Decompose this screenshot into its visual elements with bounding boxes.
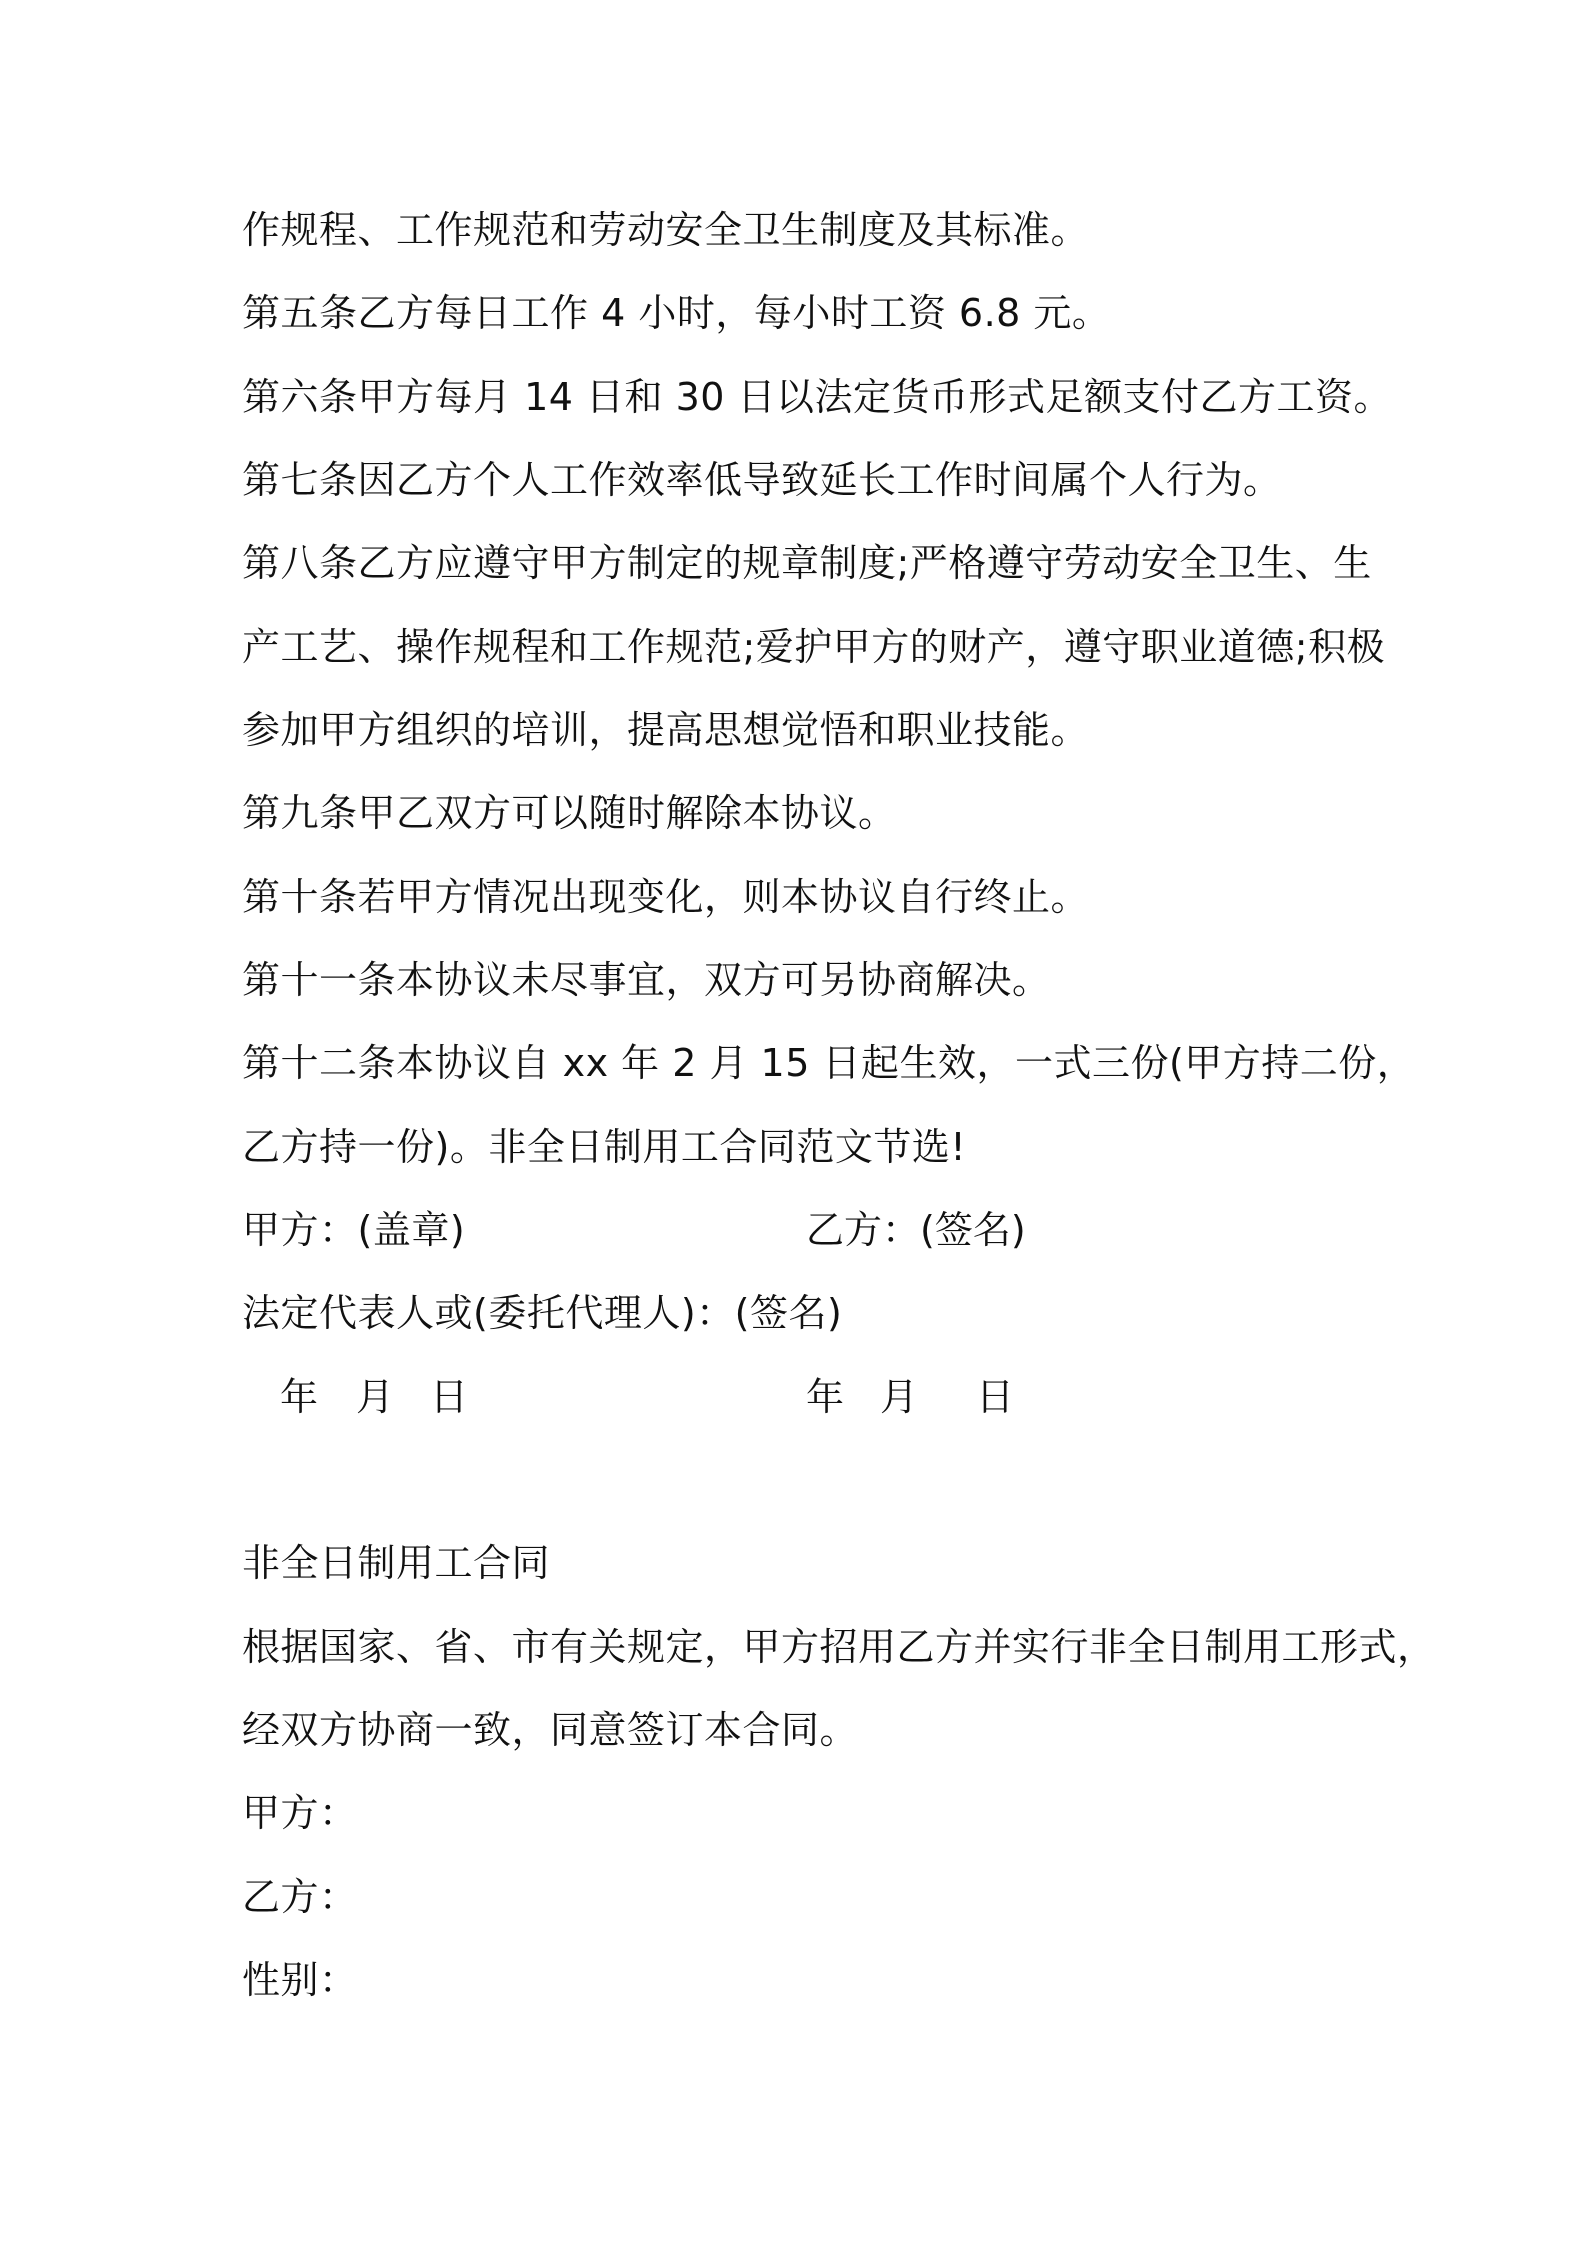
contract-intro-line-2: 经双方协商一致，同意签订本合同。 bbox=[242, 1708, 859, 1752]
field-party-a: 甲方： bbox=[242, 1791, 358, 1835]
clause-line: 作规程、工作规范和劳动安全卫生制度及其标准。 bbox=[242, 208, 1090, 252]
signature-representative: 法定代表人或(委托代理人)：(签名) bbox=[242, 1291, 843, 1335]
date-right-year: 年 bbox=[806, 1375, 845, 1419]
signature-party-b: 乙方：(签名) bbox=[806, 1208, 1026, 1252]
clause-7: 第七条因乙方个人工作效率低导致延长工作时间属个人行为。 bbox=[242, 458, 1282, 502]
clause-12-line-1: 第十二条本协议自 xx 年 2 月 15 日起生效，一式三份(甲方持二份， bbox=[242, 1041, 1416, 1085]
date-left-month: 月 bbox=[356, 1375, 395, 1419]
clause-8-line-2: 产工艺、操作规程和工作规范;爱护甲方的财产，遵守职业道德;积极 bbox=[242, 625, 1386, 669]
date-left-year: 年 bbox=[280, 1375, 319, 1419]
contract-title: 非全日制用工合同 bbox=[242, 1541, 551, 1585]
contract-intro-line-1: 根据国家、省、市有关规定，甲方招用乙方并实行非全日制用工形式， bbox=[242, 1625, 1436, 1669]
date-right-day: 日 bbox=[976, 1375, 1015, 1419]
clause-11: 第十一条本协议未尽事宜，双方可另协商解决。 bbox=[242, 958, 1051, 1002]
clause-8-line-3: 参加甲方组织的培训，提高思想觉悟和职业技能。 bbox=[242, 708, 1090, 752]
clause-12-line-2: 乙方持一份)。非全日制用工合同范文节选! bbox=[242, 1125, 967, 1169]
clause-10: 第十条若甲方情况出现变化，则本协议自行终止。 bbox=[242, 875, 1090, 919]
date-left-day: 日 bbox=[430, 1375, 469, 1419]
clause-6: 第六条甲方每月 14 日和 30 日以法定货币形式足额支付乙方工资。 bbox=[242, 375, 1393, 419]
field-gender: 性别： bbox=[242, 1958, 358, 2002]
clause-9: 第九条甲乙双方可以随时解除本协议。 bbox=[242, 791, 897, 835]
clause-5: 第五条乙方每日工作 4 小时，每小时工资 6.8 元。 bbox=[242, 291, 1111, 335]
field-party-b: 乙方： bbox=[242, 1875, 358, 1919]
date-right-month: 月 bbox=[880, 1375, 919, 1419]
clause-8-line-1: 第八条乙方应遵守甲方制定的规章制度;严格遵守劳动安全卫生、生 bbox=[242, 541, 1372, 585]
signature-party-a: 甲方：(盖章) bbox=[242, 1208, 466, 1252]
